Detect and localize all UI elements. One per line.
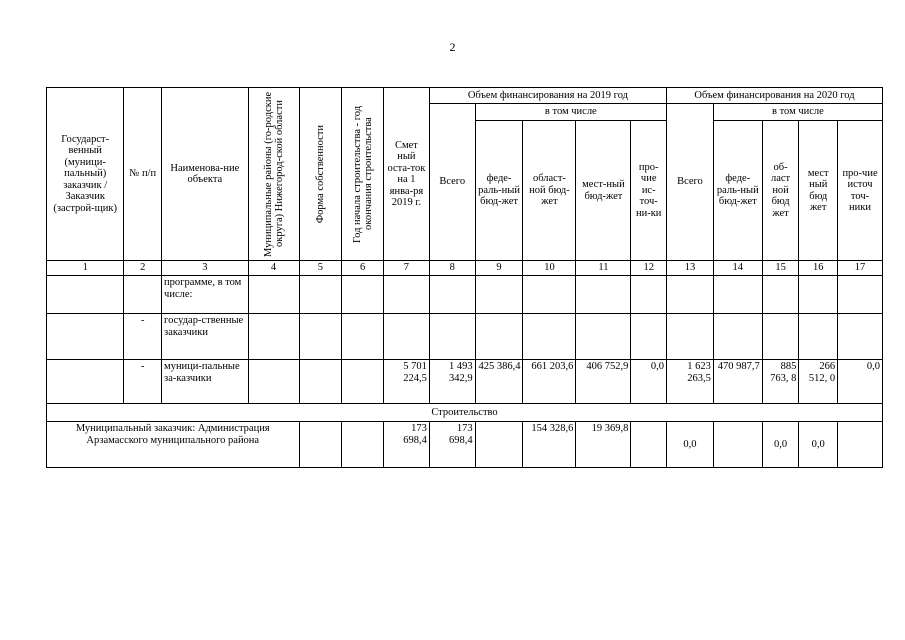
cell-total-2019: 1 493 342,9 [429, 360, 475, 404]
cell-estimate: 5 701 224,5 [384, 360, 430, 404]
header-districts: Муниципальные районы (го-родские округа) Нижегород-ской области [262, 91, 285, 257]
header-oth-2019: про-чие ис-точ-ни-ки [631, 121, 667, 261]
cell-fed-2020: 470 987,7 [713, 360, 762, 404]
cell-oth-2020: 0,0 [838, 360, 883, 404]
header-reg-2020: об-ласт ной бюд жет [762, 121, 799, 261]
col-number: 10 [523, 261, 576, 276]
header-estimate: Смет ный оста-ток на 1 янва-ря 2019 г. [384, 88, 430, 261]
table-row [47, 276, 883, 314]
row-name: муници-пальные за-казчики [162, 360, 249, 404]
header-districts-cell [248, 88, 299, 261]
header-total-2020: Всего [667, 104, 714, 261]
header-ownership: Форма собственности [314, 124, 326, 224]
col-number: 13 [667, 261, 714, 276]
cell-reg-2019: 661 203,6 [523, 360, 576, 404]
header-fin-2020: Объем финансирования на 2020 год [667, 88, 883, 104]
header-loc-2019: мест-ный бюд-жет [576, 121, 631, 261]
cell-oth-2019: 0,0 [631, 360, 667, 404]
col-number: 16 [799, 261, 838, 276]
col-number: 6 [342, 261, 384, 276]
header-incl-2019: в том числе [475, 104, 666, 121]
row-customer: Муниципальный заказчик: Администрация Арзамасского муниципального района [47, 422, 300, 468]
row-name: программе, в том числе: [162, 276, 249, 314]
col-number: 8 [429, 261, 475, 276]
header-incl-2020: в том числе [713, 104, 882, 121]
header-fed-2020: феде-раль-ный бюд-жет [713, 121, 762, 261]
row-num: - [124, 360, 162, 404]
cell-total-2020: 1 623 263,5 [667, 360, 714, 404]
col-number: 15 [762, 261, 799, 276]
row-num: - [124, 314, 162, 360]
col-number: 17 [838, 261, 883, 276]
cell-total-2019: 173 698,4 [429, 422, 475, 468]
col-number: 5 [299, 261, 342, 276]
col-number: 2 [124, 261, 162, 276]
col-number: 14 [713, 261, 762, 276]
cell-loc-2019: 406 752,9 [576, 360, 631, 404]
col-number: 11 [576, 261, 631, 276]
cell-reg-2020: 885 763, 8 [762, 360, 799, 404]
page-number: 2 [449, 40, 456, 54]
header-ownership-cell [299, 88, 342, 261]
cell-reg-2020: 0,0 [762, 422, 799, 468]
col-number: 3 [162, 261, 249, 276]
table-row [47, 314, 883, 360]
header-years: Год начала строительства - год окончания строительства [351, 105, 374, 243]
column-numbers-row [47, 261, 883, 276]
col-number: 12 [631, 261, 667, 276]
table-row [47, 360, 883, 404]
financing-table [46, 87, 883, 468]
col-number: 1 [47, 261, 124, 276]
header-num: № п/п [124, 88, 162, 261]
header-name: Наименова-ние объекта [162, 88, 249, 261]
row-name: государ-ственные заказчики [162, 314, 249, 360]
header-loc-2020: мест ный бюд жет [799, 121, 838, 261]
header-fin-2019: Объем финансирования на 2019 год [429, 88, 666, 104]
table-row [47, 422, 883, 468]
header-total-2019: Всего [429, 104, 475, 261]
cell-loc-2020: 266 512, 0 [799, 360, 838, 404]
header-reg-2019: област-ной бюд-жет [523, 121, 576, 261]
header-oth-2020: про-чие источ точ-ники [838, 121, 883, 261]
cell-reg-2019: 154 328,6 [523, 422, 576, 468]
col-number: 9 [475, 261, 523, 276]
col-number: 7 [384, 261, 430, 276]
cell-total-2020: 0,0 [667, 422, 714, 468]
cell-estimate: 173 698,4 [384, 422, 430, 468]
cell-fed-2019: 425 386,4 [475, 360, 523, 404]
col-number: 4 [248, 261, 299, 276]
section-row [47, 404, 883, 422]
header-years-cell [342, 88, 384, 261]
header-customer: Государст-венный (муници-пальный) заказчик / Заказчик (застрой-щик) [47, 88, 124, 261]
section-title: Строительство [47, 404, 883, 422]
header-fed-2019: феде-раль-ный бюд-жет [475, 121, 523, 261]
cell-loc-2020: 0,0 [799, 422, 838, 468]
cell-loc-2019: 19 369,8 [576, 422, 631, 468]
